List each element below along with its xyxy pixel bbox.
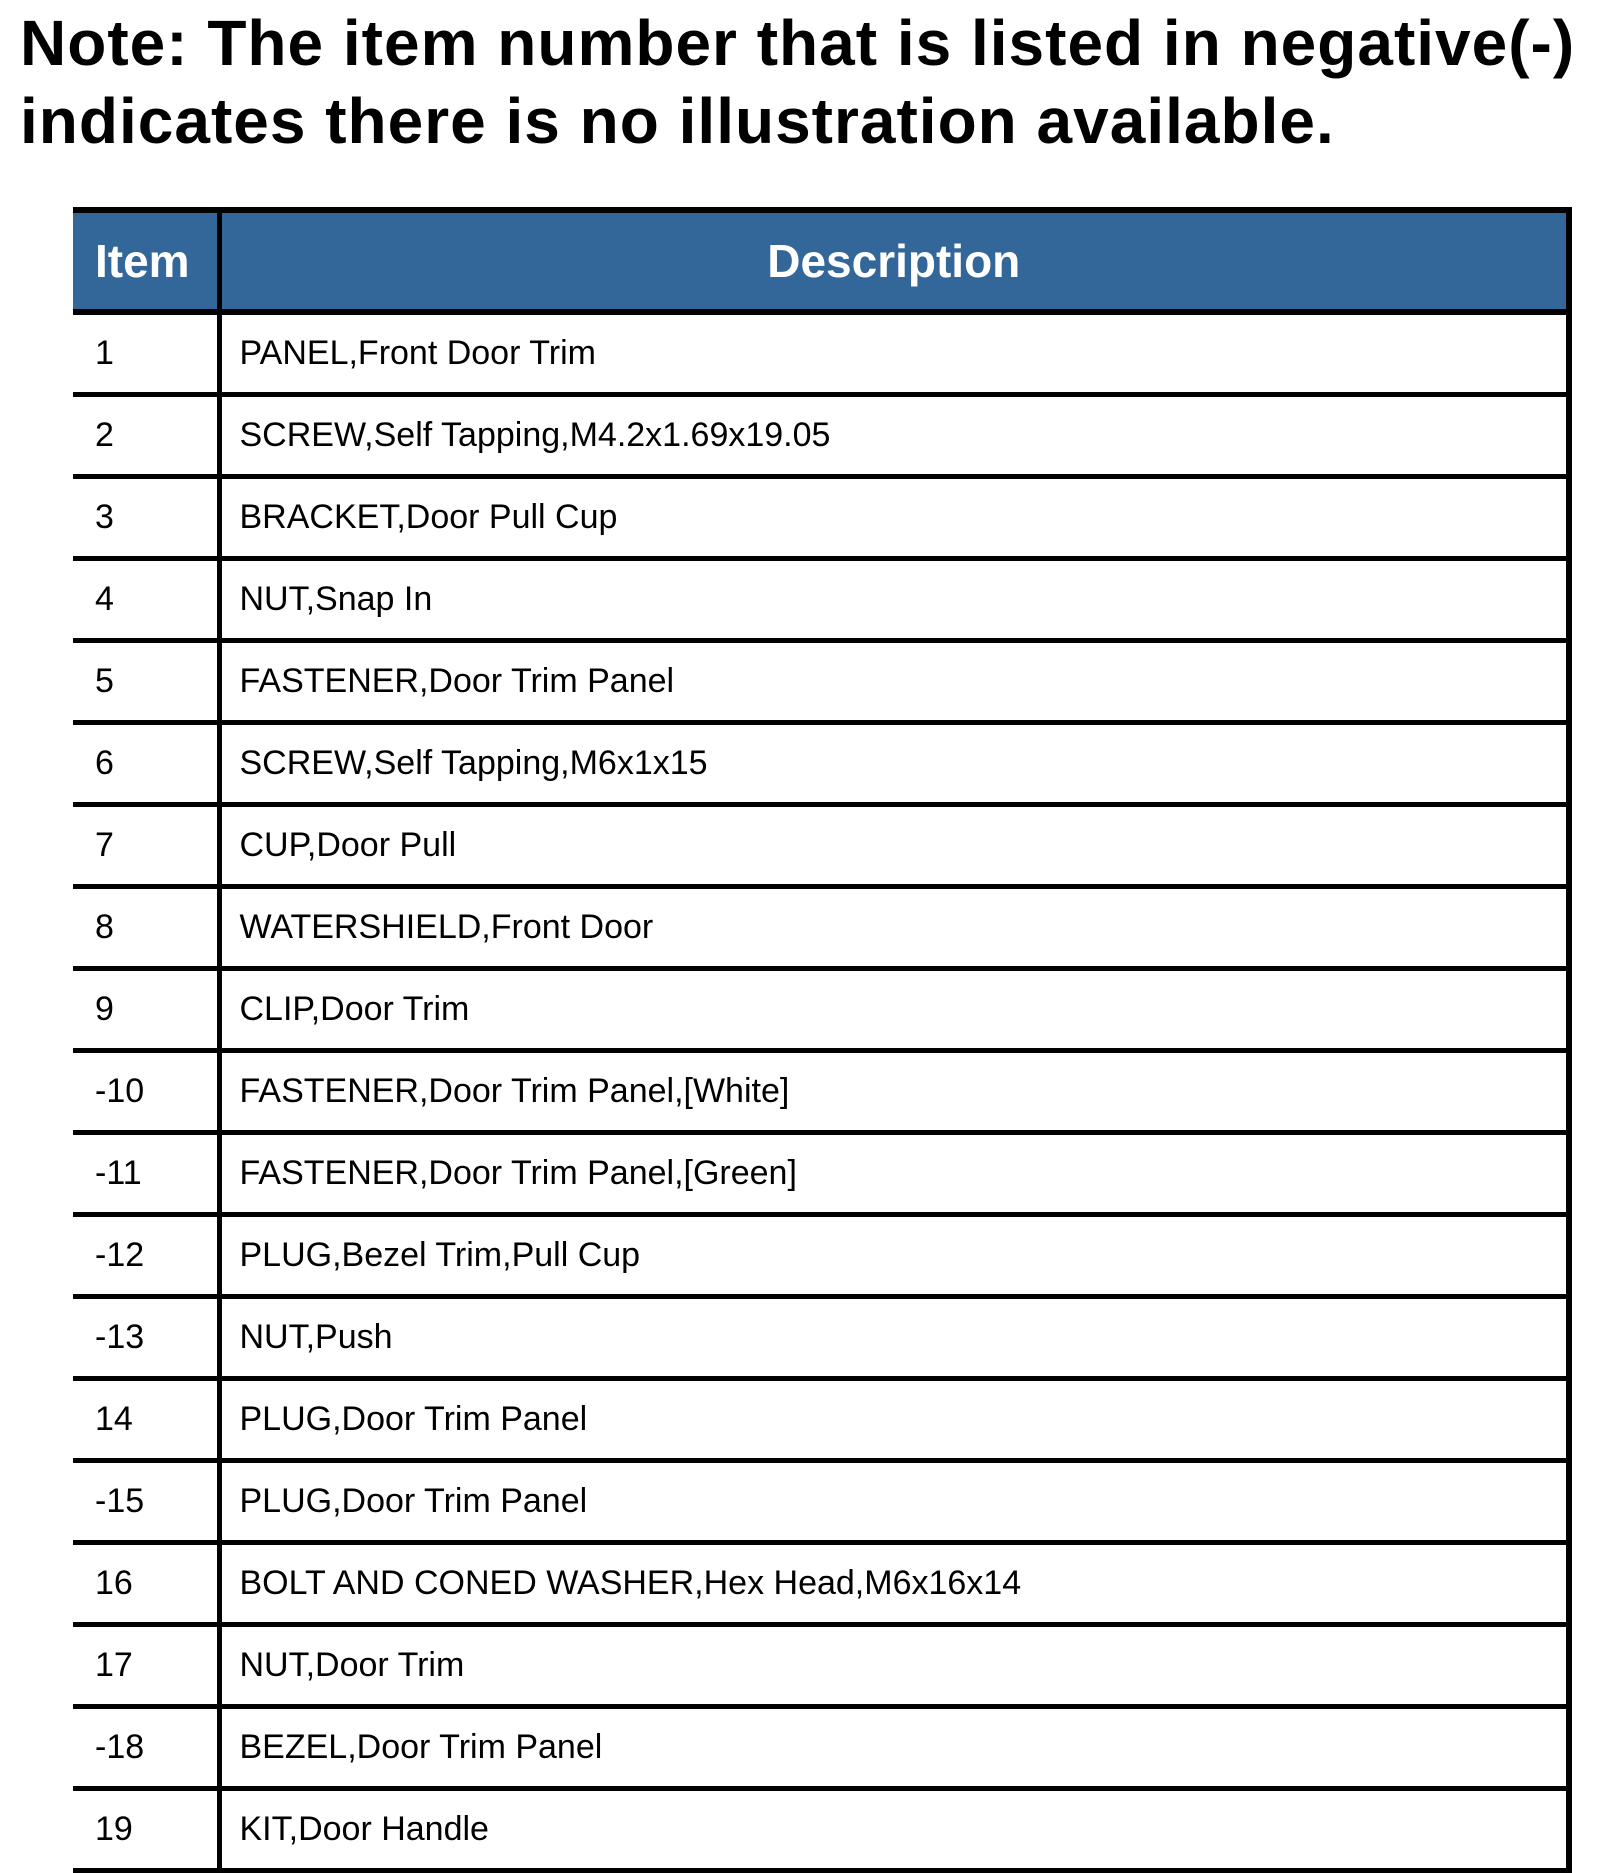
table-row bbox=[73, 887, 1569, 969]
table-row bbox=[73, 312, 1569, 395]
item-column-header: Item bbox=[73, 210, 219, 312]
description-cell: BEZEL,Door Trim Panel bbox=[219, 1707, 1569, 1789]
item-number-cell: 2 bbox=[73, 395, 219, 477]
description-cell: BRACKET,Door Pull Cup bbox=[219, 477, 1569, 559]
table-row bbox=[73, 1543, 1569, 1625]
item-number-cell: -18 bbox=[73, 1707, 219, 1789]
description-cell: KIT,Door Handle bbox=[219, 1789, 1569, 1871]
description-cell: CLIP,Door Trim bbox=[219, 969, 1569, 1051]
table-row bbox=[73, 1051, 1569, 1133]
item-number-cell: 19 bbox=[73, 1789, 219, 1871]
table-row bbox=[73, 1379, 1569, 1461]
description-cell: SCREW,Self Tapping,M4.2x1.69x19.05 bbox=[219, 395, 1569, 477]
item-number-cell: 4 bbox=[73, 559, 219, 641]
table-row bbox=[73, 395, 1569, 477]
item-number-cell: 7 bbox=[73, 805, 219, 887]
description-cell: SCREW,Self Tapping,M6x1x15 bbox=[219, 723, 1569, 805]
item-number-cell: 16 bbox=[73, 1543, 219, 1625]
description-cell: PLUG,Door Trim Panel bbox=[219, 1461, 1569, 1543]
table-row bbox=[73, 1707, 1569, 1789]
parts-table-body bbox=[73, 312, 1569, 1871]
item-number-cell: 14 bbox=[73, 1379, 219, 1461]
table-row bbox=[73, 1789, 1569, 1871]
description-cell: PLUG,Bezel Trim,Pull Cup bbox=[219, 1215, 1569, 1297]
item-number-cell: 9 bbox=[73, 969, 219, 1051]
description-cell: FASTENER,Door Trim Panel bbox=[219, 641, 1569, 723]
header-row bbox=[73, 210, 1569, 312]
description-cell: NUT,Push bbox=[219, 1297, 1569, 1379]
table-row bbox=[73, 805, 1569, 887]
item-number-cell: -11 bbox=[73, 1133, 219, 1215]
note-line-1: Note: The item number that is listed in negative(-) bbox=[20, 7, 1576, 79]
description-cell: BOLT AND CONED WASHER,Hex Head,M6x16x14 bbox=[219, 1543, 1569, 1625]
table-row bbox=[73, 641, 1569, 723]
item-number-cell: 5 bbox=[73, 641, 219, 723]
parts-table bbox=[73, 207, 1572, 1873]
item-number-cell: -12 bbox=[73, 1215, 219, 1297]
description-cell: PANEL,Front Door Trim bbox=[219, 312, 1569, 395]
table-row bbox=[73, 969, 1569, 1051]
description-cell: WATERSHIELD,Front Door bbox=[219, 887, 1569, 969]
note-line-2: indicates there is no illustration available. bbox=[20, 85, 1335, 157]
item-number-cell: 6 bbox=[73, 723, 219, 805]
table-row bbox=[73, 1133, 1569, 1215]
description-cell: CUP,Door Pull bbox=[219, 805, 1569, 887]
table-row bbox=[73, 1297, 1569, 1379]
item-number-cell: 1 bbox=[73, 312, 219, 395]
description-cell: NUT,Snap In bbox=[219, 559, 1569, 641]
table-row bbox=[73, 1461, 1569, 1543]
parts-table-header bbox=[73, 210, 1569, 312]
table-row bbox=[73, 723, 1569, 805]
description-cell: PLUG,Door Trim Panel bbox=[219, 1379, 1569, 1461]
illustration-note bbox=[20, 4, 1600, 160]
description-cell: FASTENER,Door Trim Panel,[Green] bbox=[219, 1133, 1569, 1215]
description-cell: NUT,Door Trim bbox=[219, 1625, 1569, 1707]
item-number-cell: 17 bbox=[73, 1625, 219, 1707]
table-row bbox=[73, 1625, 1569, 1707]
description-column-header: Description bbox=[219, 210, 1569, 312]
description-cell: FASTENER,Door Trim Panel,[White] bbox=[219, 1051, 1569, 1133]
item-number-cell: 8 bbox=[73, 887, 219, 969]
table-row bbox=[73, 559, 1569, 641]
item-number-cell: -15 bbox=[73, 1461, 219, 1543]
table-row bbox=[73, 477, 1569, 559]
item-number-cell: -13 bbox=[73, 1297, 219, 1379]
item-number-cell: 3 bbox=[73, 477, 219, 559]
table-row bbox=[73, 1215, 1569, 1297]
item-number-cell: -10 bbox=[73, 1051, 219, 1133]
